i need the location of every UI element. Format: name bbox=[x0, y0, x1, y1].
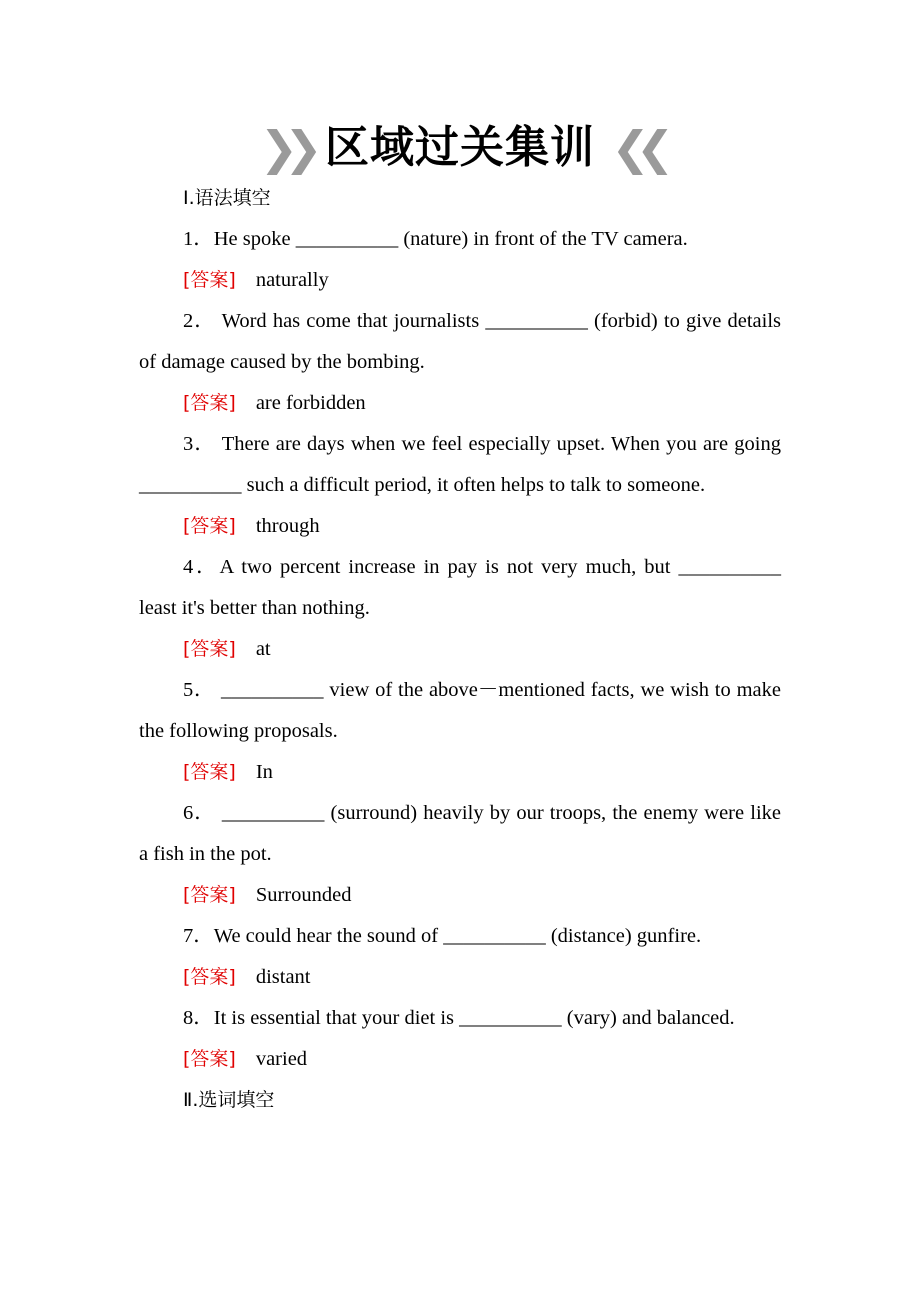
question-item: 7．We could hear the sound of __________ (distance) gunfire. bbox=[183, 925, 702, 947]
answer-line bbox=[139, 629, 781, 670]
section-heading-grammar: Ⅰ.语法填空 bbox=[183, 187, 271, 209]
answer-tag: [答案] bbox=[183, 966, 236, 988]
double-chevron-right-icon: ❯❯ bbox=[259, 121, 309, 175]
answer-line bbox=[139, 506, 781, 547]
answer-line bbox=[139, 752, 781, 793]
question-item: 3． There are days when we feel especially upset. When you are going __________ such a difficult period, it often helps to talk to someone. bbox=[139, 433, 781, 496]
answer-tag: [答案] bbox=[183, 515, 236, 537]
section-heading-word-choice: Ⅱ.选词填空 bbox=[183, 1089, 275, 1111]
answer-tag: [答案] bbox=[183, 392, 236, 414]
answer-line bbox=[139, 875, 781, 916]
question-list bbox=[139, 219, 781, 1080]
answer-text: Surrounded bbox=[255, 884, 352, 906]
answer-line bbox=[139, 383, 781, 424]
answer-text: naturally bbox=[255, 269, 329, 291]
question-item: 1．He spoke __________ (nature) in front of the TV camera. bbox=[183, 228, 688, 250]
question-item: 5． __________ view of the above－mentioned facts, we wish to make the following proposals. bbox=[139, 679, 781, 742]
answer-tag: [答案] bbox=[183, 761, 236, 783]
answer-line bbox=[139, 957, 781, 998]
answer-tag: [答案] bbox=[183, 269, 236, 291]
question-item: 6． __________ (surround) heavily by our troops, the enemy were like a fish in the pot. bbox=[139, 802, 781, 865]
answer-text: through bbox=[255, 515, 320, 537]
answer-line bbox=[139, 260, 781, 301]
answer-tag: [答案] bbox=[183, 884, 236, 906]
answer-text: varied bbox=[255, 1048, 308, 1070]
answer-text: distant bbox=[255, 966, 311, 988]
answer-text: In bbox=[255, 761, 273, 783]
answer-tag: [答案] bbox=[183, 1048, 236, 1070]
exercise-content bbox=[139, 178, 781, 1121]
question-item: 4．A two percent increase in pay is not very much, but __________ least it's better than nothing. bbox=[139, 556, 781, 619]
answer-tag: [答案] bbox=[183, 638, 236, 660]
answer-text: are forbidden bbox=[255, 392, 366, 414]
page-title bbox=[0, 118, 920, 178]
question-item: 2． Word has come that journalists __________ (forbid) to give details of damage caused by the bombing. bbox=[139, 310, 781, 373]
answer-line bbox=[139, 1039, 781, 1080]
answer-text: at bbox=[255, 638, 271, 660]
title-text: 区域过关集训 bbox=[325, 122, 595, 173]
double-chevron-left-icon: ❮❮ bbox=[611, 121, 661, 175]
question-item: 8．It is essential that your diet is __________ (vary) and balanced. bbox=[183, 1007, 735, 1029]
